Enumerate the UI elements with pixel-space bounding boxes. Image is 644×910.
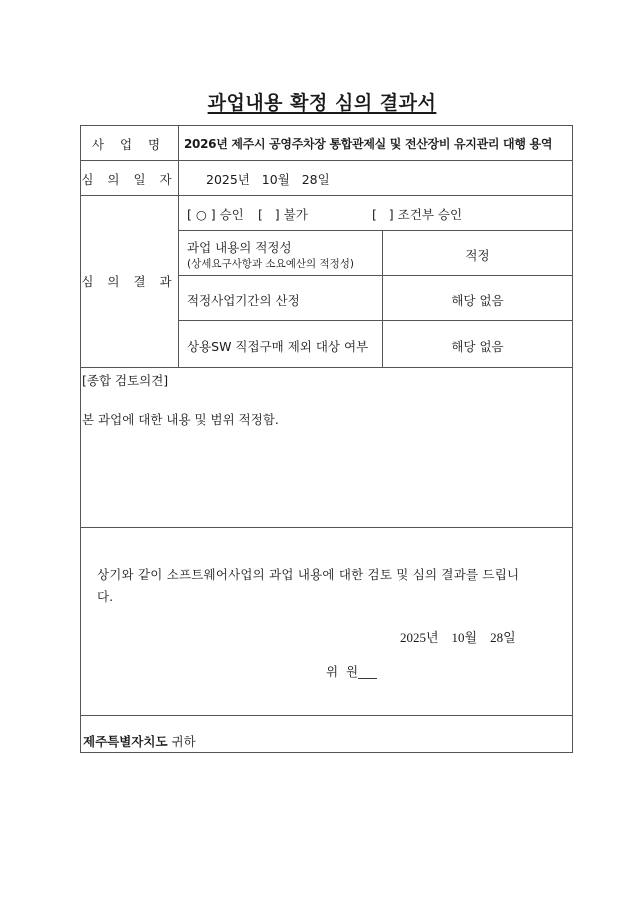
decision-option-reject[interactable]: [ ] 불가 <box>258 207 308 222</box>
decision-checkbox[interactable]: [ ] <box>258 207 280 222</box>
closing-date: 2025년 10월 28일 <box>400 630 516 645</box>
project-name-label: 사 업 명 <box>91 137 167 152</box>
criteria-result: 해당 없음 <box>451 293 504 308</box>
closing-box <box>80 527 573 716</box>
table-divider <box>178 320 573 321</box>
decision-option-conditional[interactable]: [ ] 조건부 승인 <box>372 207 463 222</box>
table-divider <box>178 275 573 276</box>
recipient-org: 제주특별자치도 <box>83 734 168 749</box>
review-result-label: 심 의 결 과 <box>81 274 177 289</box>
comments-header: [종합 검토의견] <box>82 373 169 388</box>
criteria-result: 적정 <box>465 248 490 263</box>
criteria-item: 과업 내용의 적정성 <box>187 240 292 255</box>
project-name-value: 2026년 제주시 공영주차장 통합관제실 및 전산장비 유지관리 대행 용역 <box>184 137 553 151</box>
table-divider <box>80 160 573 161</box>
committee-member-signature[interactable]: 위 원___ <box>326 664 377 679</box>
criteria-item: 적정사업기간의 산정 <box>187 293 300 308</box>
table-divider <box>178 230 573 231</box>
table-divider <box>80 195 573 196</box>
document-title: 과업내용 확정 심의 결과서 <box>207 92 437 114</box>
closing-statement-cont: 다. <box>97 589 114 604</box>
decision-option-approve[interactable]: [ ○ ] 승인 <box>187 207 244 222</box>
recipient <box>83 732 196 750</box>
decision-checkbox[interactable]: [ ] <box>372 207 394 222</box>
criteria-item: 상용SW 직접구매 제외 대상 여부 <box>187 339 369 354</box>
recipient-honorific: 귀하 <box>167 734 196 749</box>
closing-statement: 상기와 같이 소프트웨어사업의 과업 내용에 대한 검토 및 심의 결과를 드립니 <box>97 567 520 582</box>
review-date-label: 심 의 일 자 <box>81 172 177 187</box>
criteria-result: 해당 없음 <box>451 339 504 354</box>
decision-checkbox[interactable]: [ ○ ] <box>187 207 216 222</box>
criteria-sub: (상세요구사항과 소요예산의 적정성) <box>187 258 355 270</box>
comments-box <box>80 367 573 528</box>
review-date-value: 2025년 10월 28일 <box>206 172 330 187</box>
comments-body: 본 과업에 대한 내용 및 범위 적정함. <box>82 412 279 427</box>
table-divider <box>178 125 179 368</box>
